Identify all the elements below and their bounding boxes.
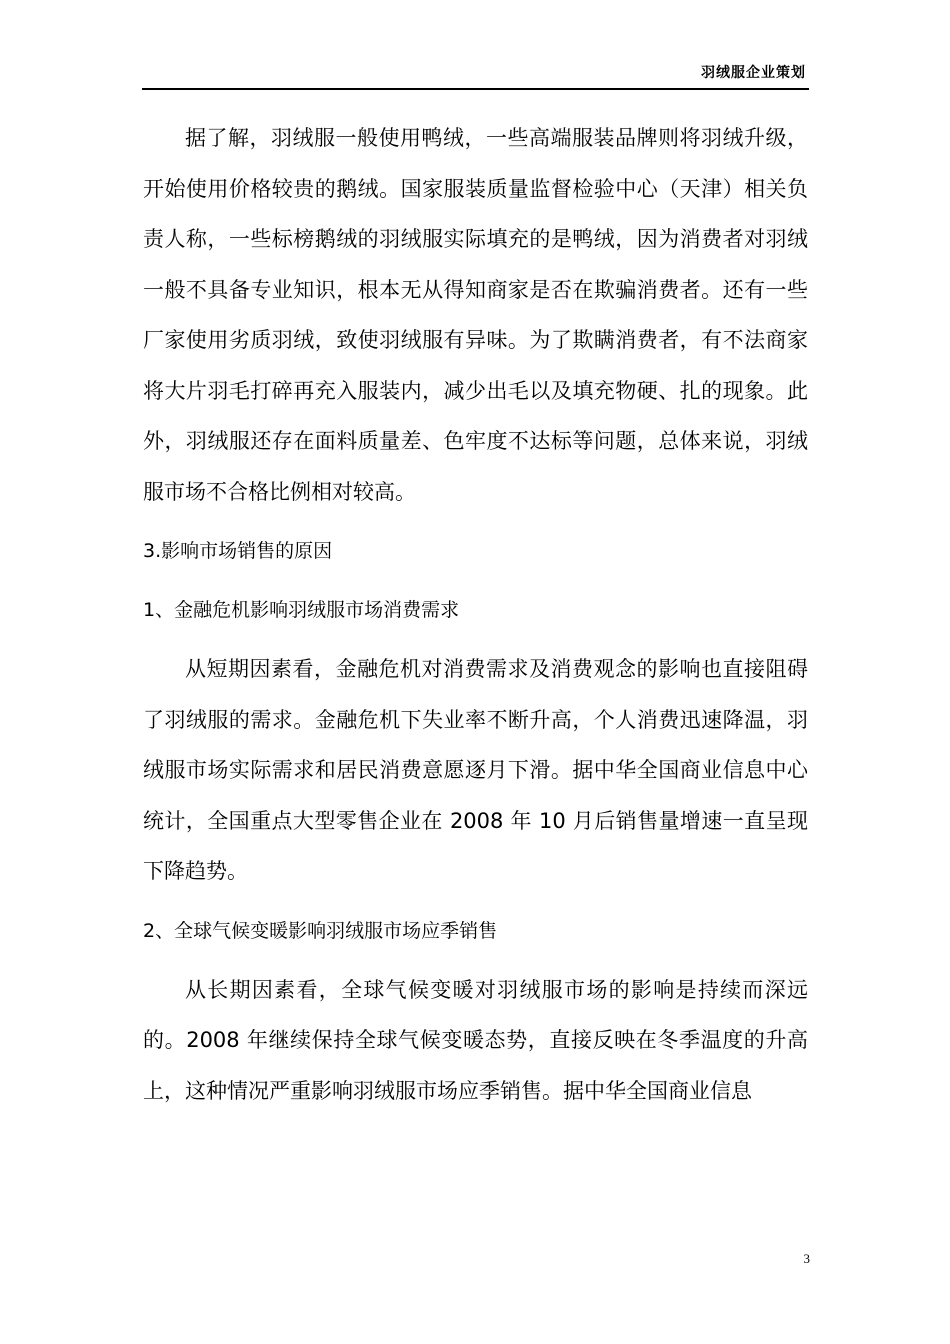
header-divider [142,88,809,90]
subheading-global-warming: 2、全球气候变暖影响羽绒服市场应季销售 [143,919,498,942]
spacer [143,517,808,526]
spacer [143,576,808,585]
page-number: 3 [803,1251,810,1266]
page-body [143,113,808,1116]
paragraph-long-term-factors: 从长期因素看，全球气候变暖对羽绒服市场的影响是持续而深远的。2008 年继续保持全球气候变暖态势，直接反映在冬季温度的升高上，这种情况严重影响羽绒服市场应季销售。据中华全国商业信息 [143,977,808,1103]
section-heading: 3.影响市场销售的原因 [143,540,333,562]
spacer [143,956,808,965]
spacer [143,635,808,644]
subheading-financial-crisis: 1、金融危机影响羽绒服市场消费需求 [143,599,460,621]
paragraph-short-term-factors: 从短期因素看，金融危机对消费需求及消费观念的影响也直接阻碍了羽绒服的需求。金融危机下失业率不断升高，个人消费迅速降温，羽绒服市场实际需求和居民消费意愿逐月下滑。据中华全国商业信息中心统计，全国重点大型零售企业在 2008 年 10 月后销售量增速一直呈现下降趋势。 [143,657,808,883]
spacer [143,897,808,906]
running-header: 羽绒服企业策划 [701,65,806,81]
paragraph-down-quality: 据了解，羽绒服一般使用鸭绒，一些高端服装品牌则将羽绒升级，开始使用价格较贵的鹅绒。国家服装质量监督检验中心（天津）相关负责人称，一些标榜鹅绒的羽绒服实际填充的是鸭绒，因为消费者对羽绒一般不具备专业知识，根本无从得知商家是否在欺骗消费者。还有一些厂家使用劣质羽绒，致使羽绒服有异味。为了欺瞒消费者，有不法商家将大片羽毛打碎再充入服装内，减少出毛以及填充物硬、扎的现象。此外，羽绒服还存在面料质量差、色牢度不达标等问题，总体来说，羽绒服市场不合格比例相对较高。 [143,126,808,504]
